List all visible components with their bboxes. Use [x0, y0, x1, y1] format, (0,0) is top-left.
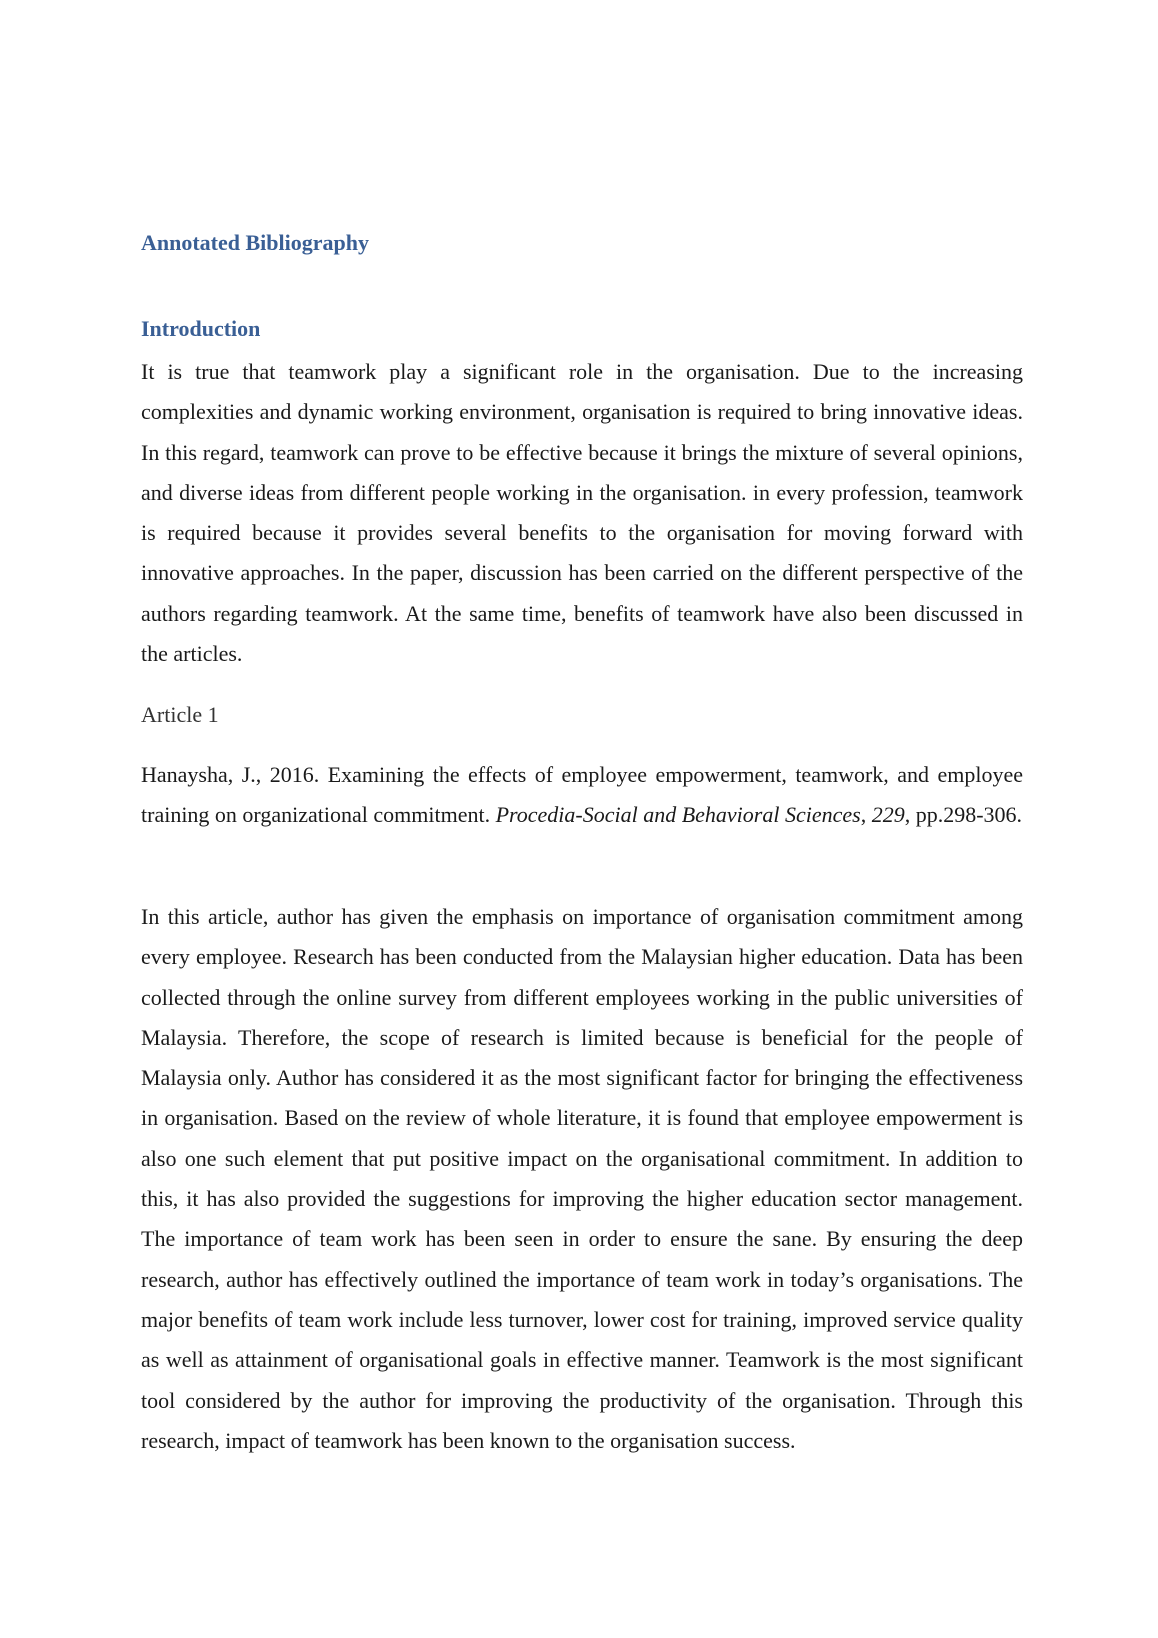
citation-separator: ,: [860, 802, 872, 828]
introduction-paragraph: It is true that teamwork play a significant role in the organisation. Due to the increasing complexities and dynamic working environment, organisation is required to bring innovative ideas. In this regard, teamwork can prove to be effective because it brings the mixture of several opinions, and diverse ideas from different people working in the organisation. in every profession, teamwork is required because it provides several benefits to the organisation for moving forward with innovative approaches. In the paper, discussion has been carried on the different perspective of the authors regarding teamwork. At the same time, benefits of teamwork have also been discussed in the articles.: [141, 359, 1023, 667]
article-1-label: Article 1: [141, 702, 219, 727]
citation-authors-title: Hanaysha, J., 2016. Examining the effects of employee empowerment, teamwork, and employee training on organizational commitment.: [141, 762, 1023, 828]
article-1-citation: [141, 755, 1023, 836]
article-1-summary: In this article, author has given the emphasis on importance of organisation commitment among every employee. Research has been conducted from the Malaysian higher education. Data has been collected through the online survey from different employees working in the public universities of Malaysia. Therefore, the scope of research is limited because is beneficial for the people of Malaysia only. Author has considered it as the most significant factor for bringing the effectiveness in organisation. Based on the review of whole literature, it is found that employee empowerment is also one such element that put positive impact on the organisational commitment. In addition to this, it has also provided the suggestions for improving the higher education sector management. The importance of team work has been seen in order to ensure the sane. By ensuring the deep research, author has effectively outlined the importance of team work in today’s organisations. The major benefits of team work include less turnover, lower cost for training, improved service quality as well as attainment of organisational goals in effective manner. Teamwork is the most significant tool considered by the author for improving the productivity of the organisation. Through this research, impact of teamwork has been known to the organisation success.: [141, 904, 1023, 1453]
introduction-heading: Introduction: [141, 316, 261, 341]
citation-journal: Procedia-Social and Behavioral Sciences: [495, 802, 861, 828]
citation-pages: , pp.298-306.: [904, 802, 1023, 828]
citation-volume: 229: [871, 802, 905, 828]
document-title: Annotated Bibliography: [141, 230, 369, 255]
